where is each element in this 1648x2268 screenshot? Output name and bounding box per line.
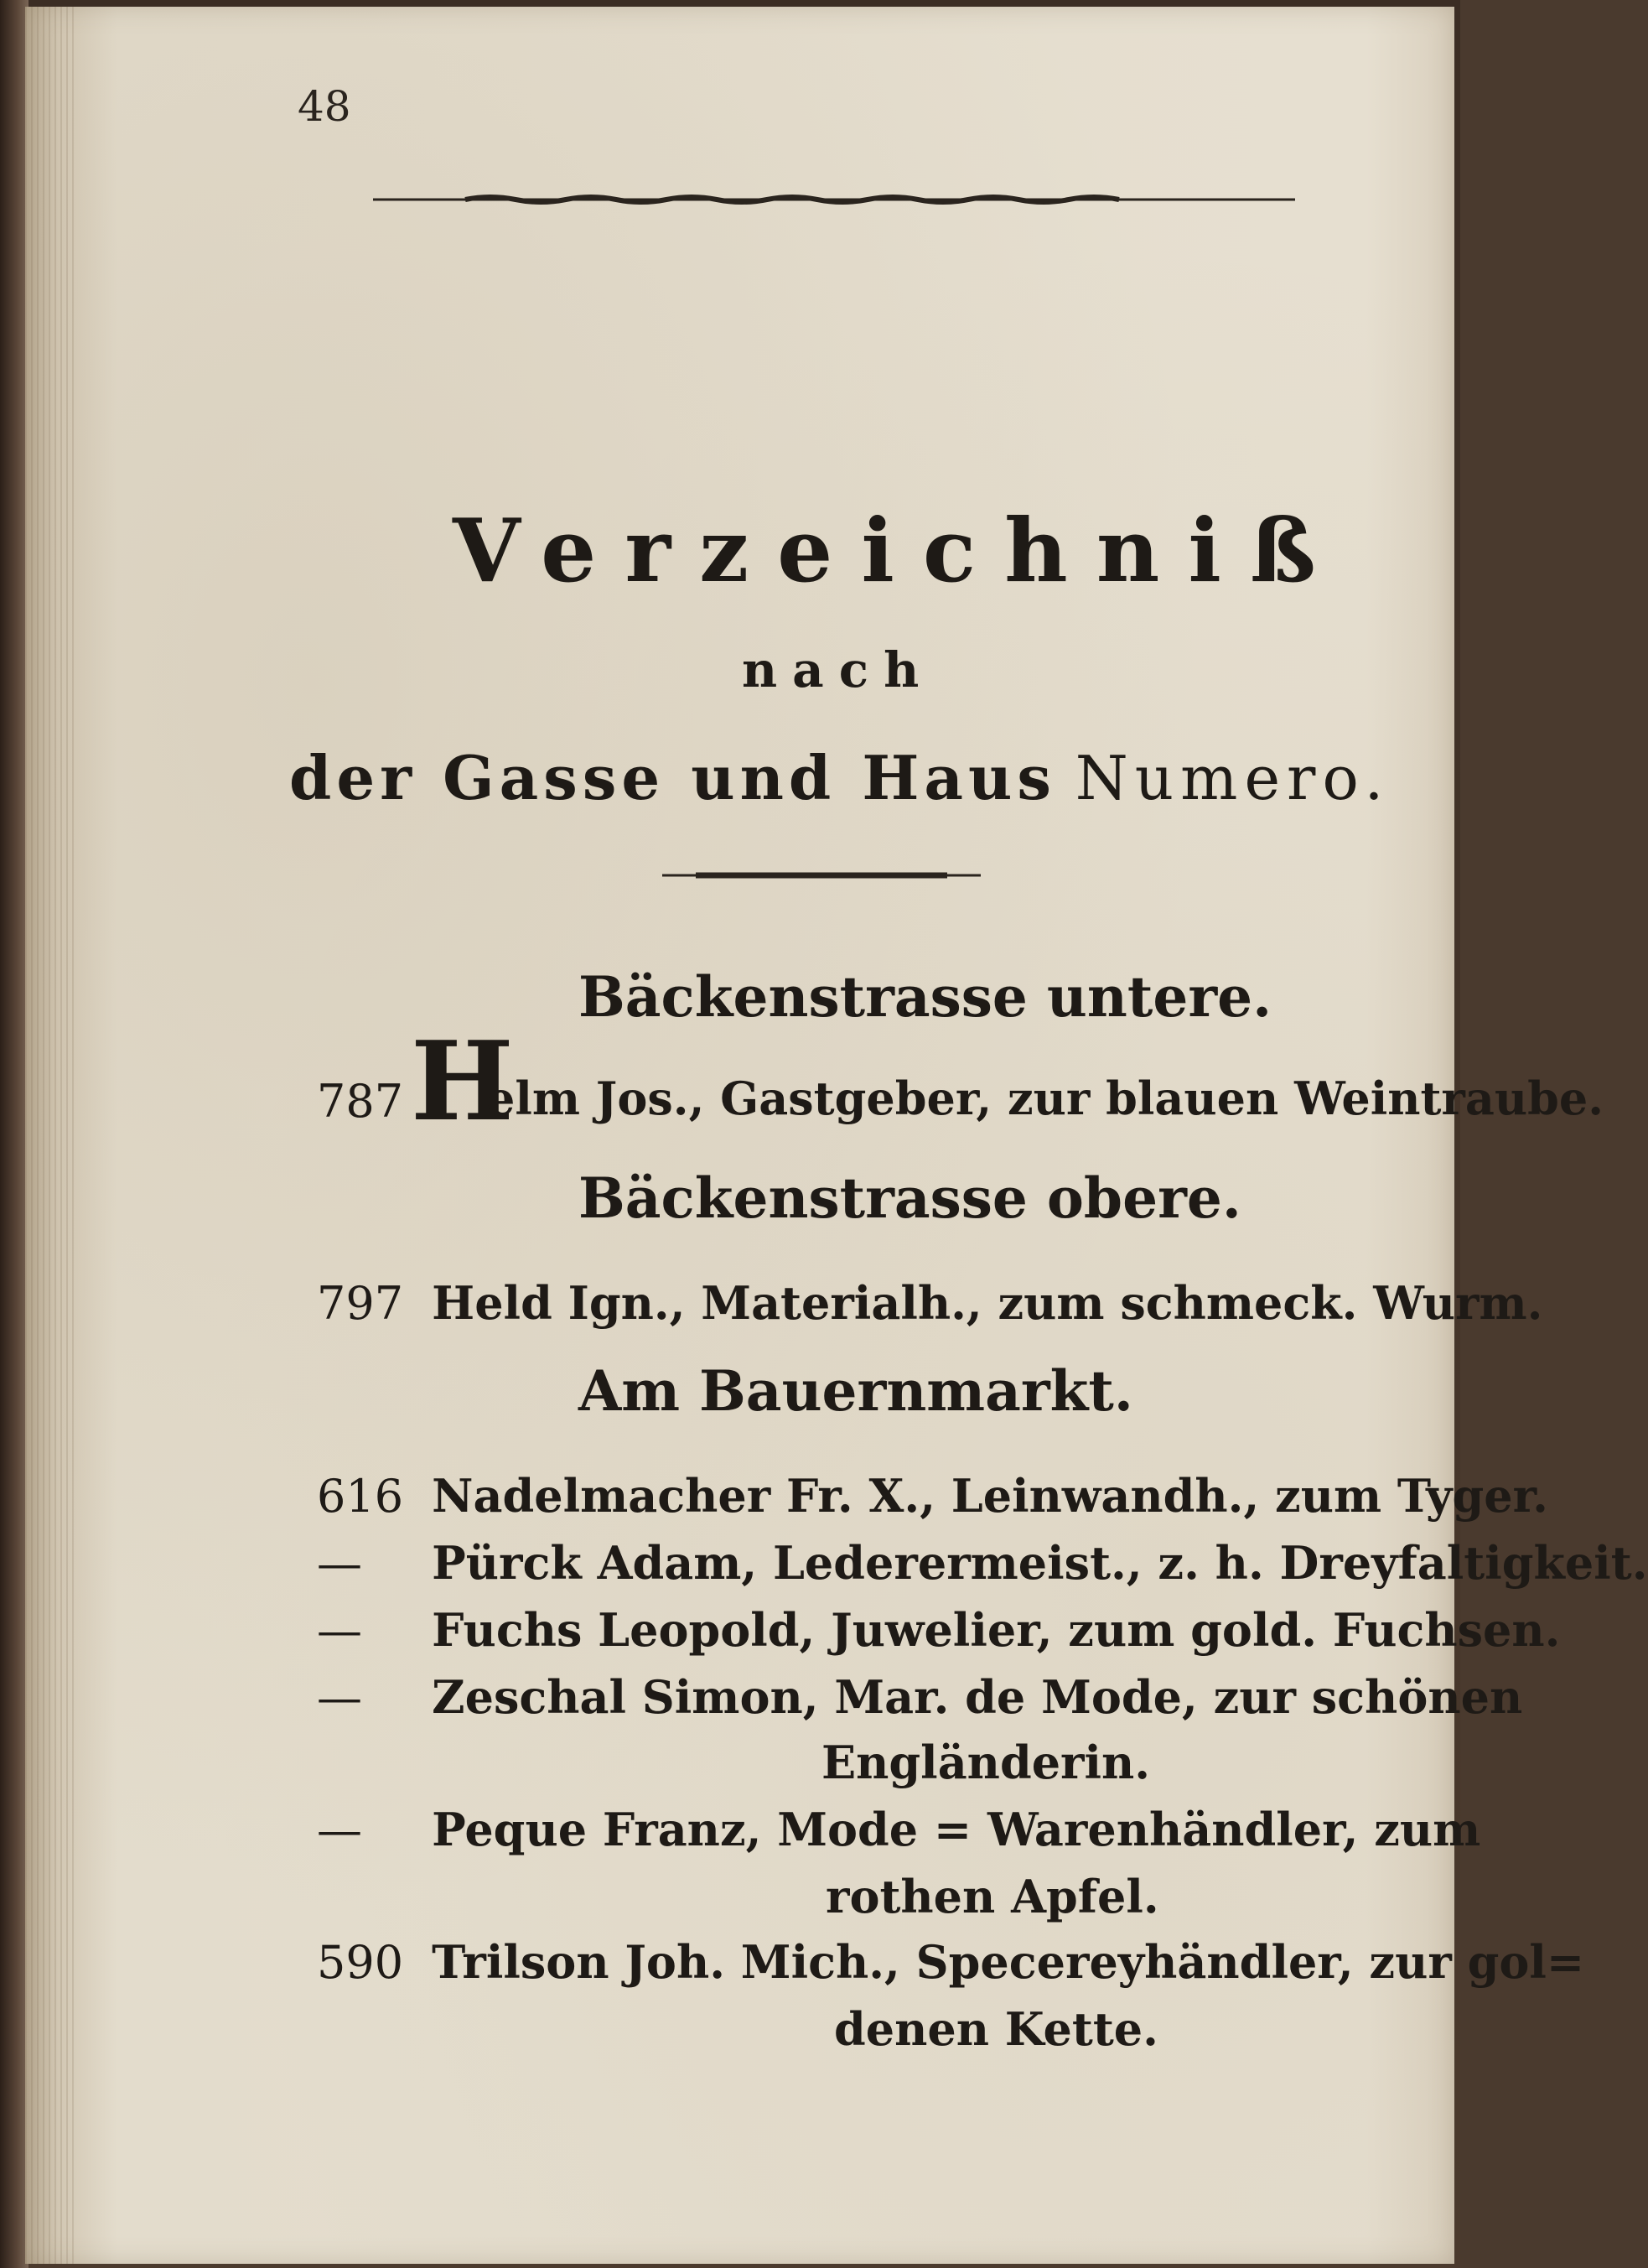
entry-text: Nadelmacher Fr. X., Leinwandh., zum Tyger. bbox=[432, 1469, 1548, 1523]
house-number: — bbox=[317, 1604, 362, 1657]
page-subtitle: nach bbox=[742, 641, 935, 698]
list-item bbox=[317, 1469, 1548, 1523]
house-number: — bbox=[317, 1671, 362, 1724]
house-number: 590 bbox=[317, 1936, 404, 1989]
entry-continuation: denen Kette. bbox=[834, 2002, 1158, 2056]
list-item bbox=[317, 1935, 1584, 1989]
entry-text: Peque Franz, Mode = Warenhändler, zum bbox=[432, 1803, 1481, 1856]
page-number: 48 bbox=[298, 82, 351, 131]
entry-text: elm Jos., Gastgeber, zur blauen Weintraube. bbox=[486, 1072, 1604, 1125]
list-item bbox=[317, 1536, 1648, 1590]
drop-cap: H bbox=[411, 1017, 514, 1145]
book-page bbox=[25, 7, 1454, 2264]
entry-continuation: rothen Apfel. bbox=[826, 1870, 1159, 1923]
page-title: Verzeichniß bbox=[453, 499, 1345, 602]
entry-text: Zeschal Simon, Mar. de Mode, zur schönen bbox=[432, 1670, 1523, 1724]
section-heading: Am Bauernmarkt. bbox=[578, 1358, 1133, 1424]
subline-numero: Numero. bbox=[1075, 743, 1391, 813]
house-number: — bbox=[317, 1804, 362, 1856]
entry-text: Fuchs Leopold, Juwelier, zum gold. Fuchsen. bbox=[432, 1603, 1561, 1657]
page-subline bbox=[289, 742, 1390, 813]
house-number: — bbox=[317, 1537, 362, 1590]
entry-text: Trilson Joh. Mich., Specereyhändler, zur gol= bbox=[432, 1935, 1585, 1989]
book-spine bbox=[0, 0, 29, 2268]
decorative-rule-top bbox=[373, 193, 1295, 206]
list-item bbox=[317, 1075, 417, 1128]
house-number: 616 bbox=[317, 1470, 404, 1523]
section-heading: Bäckenstrasse untere. bbox=[578, 964, 1272, 1030]
list-item bbox=[317, 1276, 1542, 1330]
list-item bbox=[317, 1670, 1522, 1724]
page-gutter-edge bbox=[25, 7, 75, 2264]
decorative-rule-middle bbox=[662, 870, 981, 880]
house-number: 787 bbox=[317, 1075, 404, 1128]
entry-text: Held Ign., Materialh., zum schmeck. Wurm. bbox=[432, 1276, 1543, 1330]
list-item bbox=[317, 1603, 1560, 1657]
subline-prefix: der Gasse und Haus bbox=[289, 742, 1056, 813]
house-number: 797 bbox=[317, 1277, 404, 1330]
list-item bbox=[317, 1803, 1480, 1856]
entry-text: Pürck Adam, Lederermeist., z. h. Dreyfaltigkeit. bbox=[432, 1536, 1648, 1590]
section-heading: Bäckenstrasse obere. bbox=[578, 1165, 1241, 1231]
entry-continuation: Engländerin. bbox=[821, 1736, 1151, 1789]
